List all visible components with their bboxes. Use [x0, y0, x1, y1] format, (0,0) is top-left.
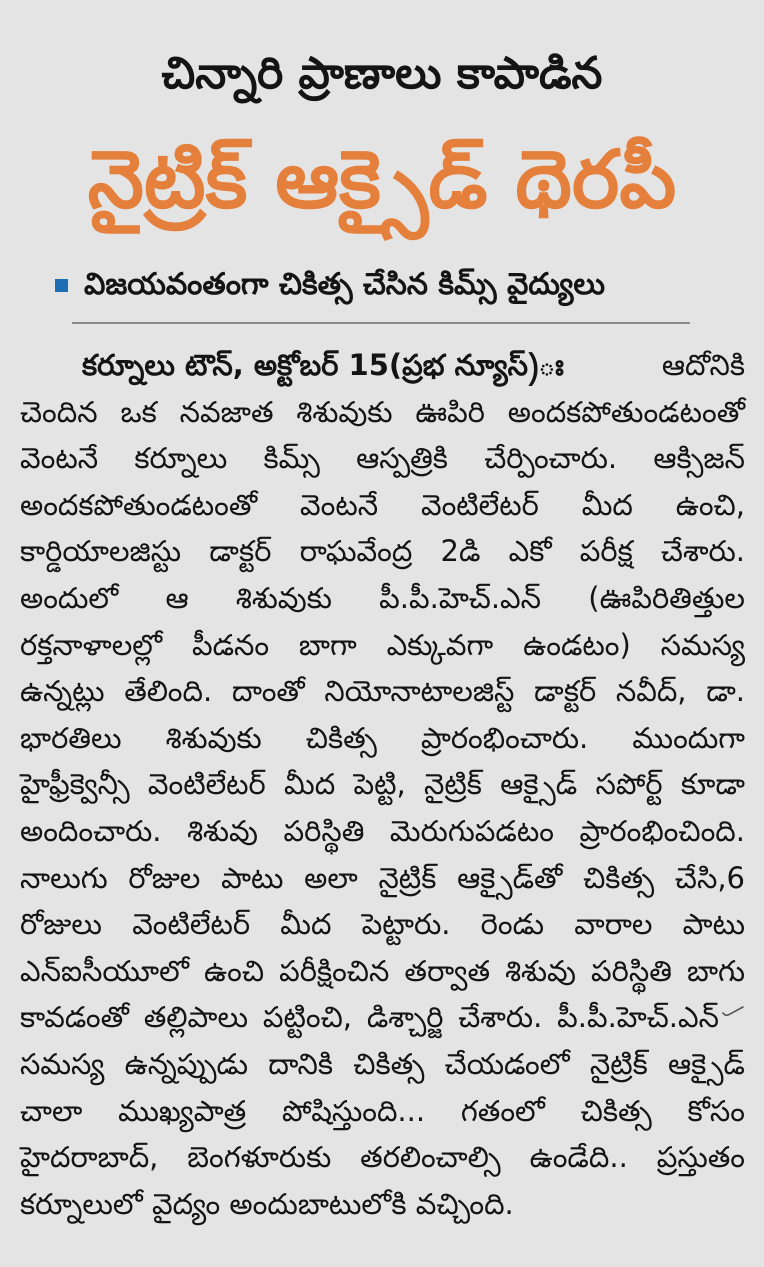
article-line: చెందిన ఒక నవజాత శిశువుకు ఊపిరి అందకపోతుండటంతో [20, 394, 745, 429]
pen-tick-mark-icon [721, 1004, 745, 1020]
article-line: హైదరాబాద్, బెంగళూరుకు తరలించాల్సి ఉండేది.. ప్రస్తుతం [20, 1140, 745, 1175]
article-line: ఎన్ఐసీయూలో ఉంచి పరీక్షించిన తర్వాత శిశువు పరిస్థితి బాగు [20, 953, 745, 988]
article-line: అందకపోతుండటంతో వెంటనే వెంటిలేటర్ మీద ఉంచి, [20, 487, 745, 522]
headline-main: నైట్రిక్ ఆక్సైడ్ థెరపీ [87, 133, 677, 226]
article-line: చాలా ముఖ్యపాత్ర పోషిస్తుంది... గతంలో చికిత్స కోసం [20, 1093, 745, 1128]
article-line: అందించారు. శిశువు పరిస్థితి మెరుగుపడటం ప్రారంభించింది. [20, 813, 745, 848]
dateline: కర్నూలు టౌన్, అక్టోబర్ 15(ప్రభ న్యూస్)ః [82, 348, 564, 382]
article-body [20, 342, 745, 1227]
article-line: అందులో ఆ శిశువుకు పీ.పీ.హెచ్.ఎన్ (ఊపిరితిత్తుల [20, 580, 745, 615]
article-line: రోజులు వెంటిలేటర్ మీద పెట్టారు. రెండు వారాల పాటు [20, 907, 745, 942]
article-line: సమస్య ఉన్నప్పుడు దానికి చికిత్స చేయడంలో నైట్రిక్ ఆక్సైడ్ [20, 1046, 745, 1081]
square-bullet-icon [55, 279, 68, 292]
article-first-line [20, 342, 745, 389]
article-line: నాలుగు రోజుల పాటు అలా నైట్రిక్ ఆక్సైడ్‌తో చికిత్స చేసి,6 [20, 860, 745, 895]
article-line-text: ఆదోనికి [661, 348, 745, 382]
article-line: హైఫ్రీక్వెన్సీ వెంటిలేటర్ మీద పెట్టి, నైట్రిక్ ఆక్సైడ్ సపోర్ట్ కూడా [20, 767, 745, 802]
article-line: కార్డియాలజిస్టు డాక్టర్ రాఘవేంద్ర 2డి ఎకో పరీక్ష చేశారు. [20, 534, 745, 569]
headline-divider [72, 322, 690, 324]
headline-kicker: చిన్నారి ప్రాణాలు కాపాడిన [161, 48, 603, 99]
article-line: ఉన్నట్లు తేలింది. దాంతో నియోనాటాలజిస్ట్ డాక్టర్ నవీద్, డా. [20, 674, 745, 709]
subheading-text: విజయవంతంగా చికిత్స చేసిన కిమ్స్ వైద్యులు [84, 267, 605, 302]
article-line-marked [20, 994, 745, 1041]
article-line: వెంటనే కర్నూలు కిమ్స్ ఆస్పత్రికి చేర్పించారు. ఆక్సిజన్ [20, 441, 745, 476]
article-line: భారతిలు శిశువుకు చికిత్స ప్రారంభించారు. ముందుగా [20, 720, 745, 755]
article-line: కర్నూలులో వైద్యం అందుబాటులోకి వచ్చింది. [20, 1186, 514, 1221]
article-line: కావడంతో తల్లిపాలు పట్టించి, డిశ్చార్జి చేశారు. పీ.పీ.హెచ్.ఎన్ [20, 1000, 719, 1035]
article-line: రక్తనాళాలల్లో పీడనం బాగా ఎక్కువగా ఉండటం) సమస్య [20, 627, 745, 662]
